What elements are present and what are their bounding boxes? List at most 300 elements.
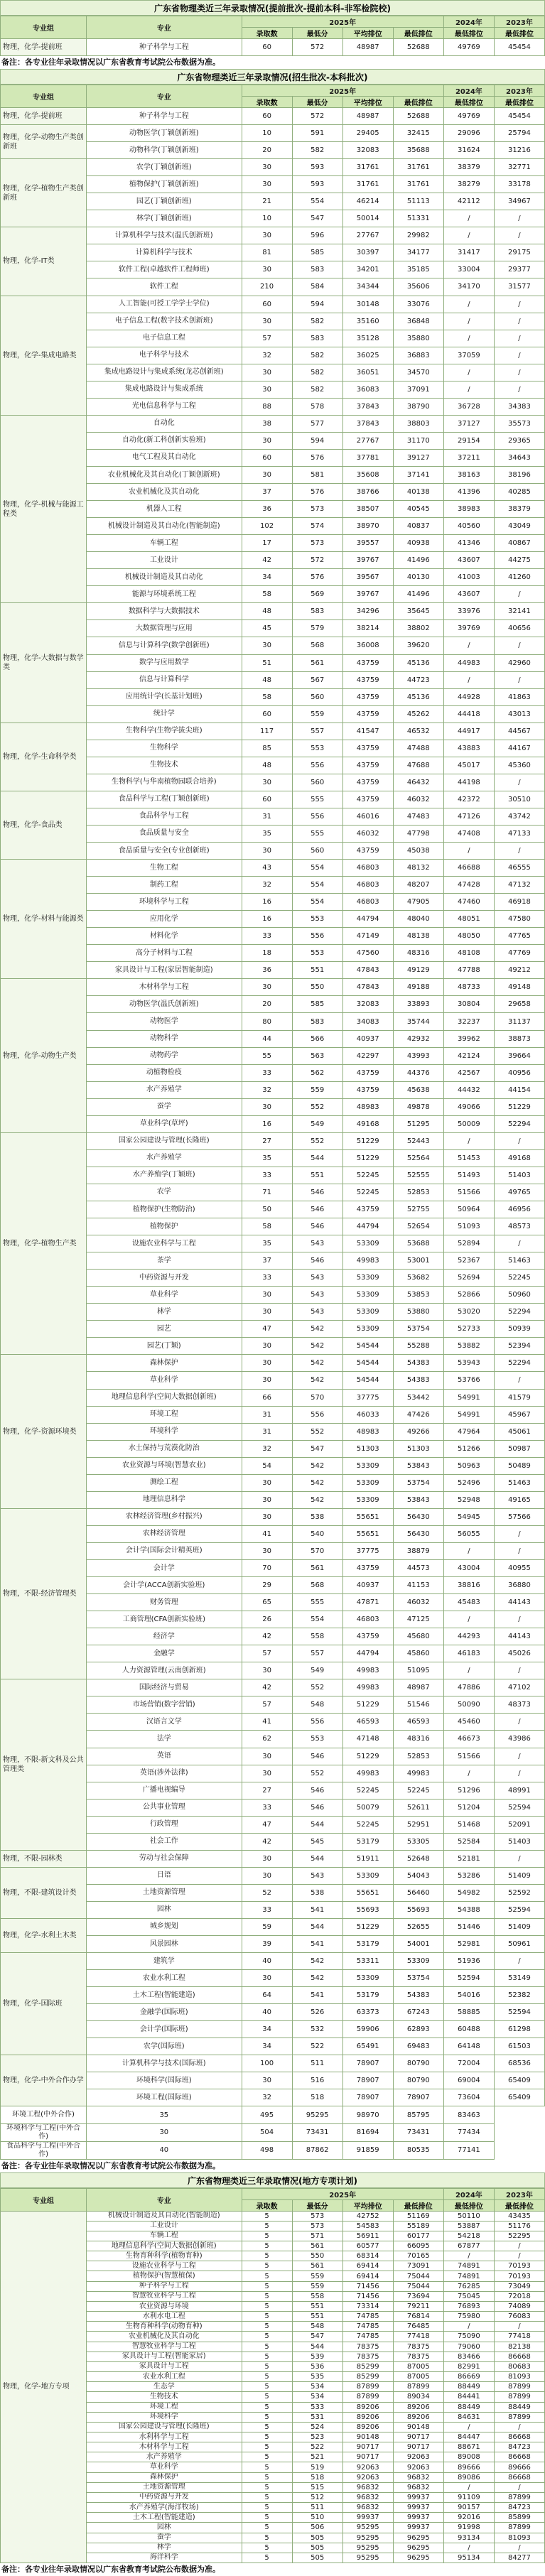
- rank-2024: 50963: [443, 1457, 494, 1474]
- rank-2023: 49165: [494, 1491, 544, 1508]
- plan-count: 33: [242, 1270, 292, 1287]
- plan-count: 65: [242, 1594, 292, 1611]
- plan-count: 30: [242, 1287, 292, 1304]
- min-score: 566: [292, 1030, 342, 1047]
- plan-count: 30: [242, 843, 292, 860]
- table-row: [1, 603, 545, 620]
- min-score: 547: [292, 210, 342, 227]
- rank-2023: 38873: [494, 1030, 544, 1047]
- major-name: 农业机械化及其自动化: [87, 484, 242, 501]
- min-rank: 48207: [393, 877, 443, 894]
- plan-count: 5: [242, 2231, 292, 2241]
- min-score: 505: [292, 2543, 342, 2553]
- rank-2024: 46688: [443, 860, 494, 877]
- header-avg-rank: 平均排位: [342, 28, 393, 39]
- group-name: 物理，化学-动物生产类创新班: [1, 125, 87, 159]
- avg-rank: 47560: [342, 945, 393, 962]
- rank-2023: 49148: [494, 979, 544, 996]
- rank-2024: /: [443, 1132, 494, 1149]
- table-row: [1, 1953, 545, 1970]
- header-2023-min-rank: 最低排位: [494, 28, 544, 39]
- rank-2023: 52294: [494, 1115, 544, 1132]
- min-score: 583: [292, 261, 342, 278]
- plan-count: 33: [242, 1064, 292, 1081]
- min-rank: 56430: [393, 1525, 443, 1542]
- min-score: 538: [292, 1508, 342, 1525]
- rank-2023: 80683: [494, 2361, 544, 2371]
- avg-rank: 71456: [342, 2291, 393, 2301]
- plan-count: 42: [242, 1833, 292, 1850]
- rank-2024: /: [443, 1662, 494, 1679]
- min-score: 542: [292, 1338, 342, 1355]
- rank-2023: /: [494, 586, 544, 603]
- min-score: 533: [292, 2402, 342, 2412]
- plan-count: 5: [242, 2412, 292, 2422]
- min-rank: 96832: [393, 2472, 443, 2482]
- rank-2023: 50987: [494, 1440, 544, 1457]
- min-rank: 40938: [393, 535, 443, 552]
- plan-count: 37: [242, 1252, 292, 1270]
- min-score: 556: [292, 1406, 342, 1423]
- plan-count: 30: [242, 774, 292, 791]
- rank-2023: /: [494, 1765, 544, 1782]
- major-name: 动物医学: [87, 1013, 242, 1030]
- avg-rank: 52245: [342, 1184, 393, 1201]
- min-rank: 35606: [393, 278, 443, 296]
- rank-2024: 48051: [443, 911, 494, 928]
- section-3-note: 备注：各专业往年录取情况以广东省教育考试院公布数据为准。: [1, 2565, 220, 2574]
- rank-2023: /: [494, 671, 544, 688]
- rank-2023: /: [494, 381, 544, 398]
- plan-count: 42: [242, 1679, 292, 1696]
- avg-rank: 99937: [342, 2513, 393, 2523]
- rank-2023: 47132: [494, 877, 544, 894]
- rank-2024: /: [443, 364, 494, 381]
- plan-count: 50: [242, 1201, 292, 1218]
- rank-2023: 29365: [494, 432, 544, 449]
- min-score: 552: [292, 1132, 342, 1149]
- min-score: 519: [292, 2462, 342, 2472]
- rank-2024: 64148: [443, 2038, 494, 2055]
- min-score: 568: [292, 637, 342, 654]
- plan-count: 40: [242, 2004, 292, 2021]
- major-name: 财务管理: [87, 1594, 242, 1611]
- min-rank: 48138: [393, 928, 443, 945]
- rank-2023: 46918: [494, 894, 544, 911]
- rank-2023: 31137: [494, 1013, 544, 1030]
- plan-count: 30: [242, 1491, 292, 1508]
- major-name: 农业机械化及其自动化(丁颖创新班): [87, 466, 242, 483]
- avg-rank: 38214: [342, 620, 393, 637]
- major-name: 草业科学: [87, 2462, 242, 2472]
- rank-2023: 61298: [494, 2021, 544, 2038]
- rank-2024: 53882: [443, 1338, 494, 1355]
- min-score: 512: [292, 2492, 342, 2502]
- plan-count: 5: [242, 2492, 292, 2502]
- min-rank: 45638: [393, 1081, 443, 1098]
- group-name: 物理，不限-新文科及公共管理类: [1, 1679, 87, 1850]
- rank-2023: 40956: [494, 1064, 544, 1081]
- min-rank: 47488: [393, 740, 443, 757]
- avg-rank: 39767: [342, 552, 393, 569]
- avg-rank: 55651: [342, 1884, 393, 1901]
- plan-count: 33: [242, 928, 292, 945]
- min-rank: 99937: [393, 2492, 443, 2502]
- plan-count: 5: [242, 2422, 292, 2432]
- plan-count: 42: [242, 552, 292, 569]
- plan-count: 5: [242, 2241, 292, 2251]
- header-2024: 2024年: [443, 2188, 494, 2199]
- plan-count: 30: [242, 1304, 292, 1321]
- min-score: 523: [292, 2432, 342, 2442]
- min-rank: 60177: [393, 2231, 443, 2241]
- rank-2024: 41346: [443, 535, 494, 552]
- min-score: 546: [292, 1252, 342, 1270]
- rank-2023: /: [494, 843, 544, 860]
- rank-2023: 74089: [494, 2301, 544, 2311]
- plan-count: 5: [242, 2372, 292, 2382]
- plan-count: 59: [242, 1918, 292, 1935]
- table-row: [1, 723, 545, 740]
- plan-count: 54: [242, 1457, 292, 1474]
- rank-2023: 43049: [494, 518, 544, 535]
- min-rank: 47688: [393, 757, 443, 774]
- rank-2024: 89086: [443, 2472, 494, 2482]
- rank-2024: 84441: [443, 2392, 494, 2402]
- avg-rank: 92063: [342, 2472, 393, 2482]
- min-rank: 51113: [393, 193, 443, 210]
- rank-2023: 33178: [494, 176, 544, 193]
- min-rank: 99937: [393, 2503, 443, 2513]
- avg-rank: 51229: [342, 1748, 393, 1765]
- avg-rank: 73314: [342, 2301, 393, 2311]
- table-row: [1, 1867, 545, 1884]
- avg-rank: 78375: [342, 2352, 393, 2361]
- major-name: 工商管理(CFA创新实验班): [87, 1611, 242, 1628]
- major-name: 海洋科学: [87, 2553, 242, 2563]
- plan-count: 5: [242, 2503, 292, 2513]
- min-rank: 73694: [393, 2291, 443, 2301]
- rank-2023: 51409: [494, 1918, 544, 1935]
- avg-rank: 51229: [342, 1149, 393, 1167]
- plan-count: 60: [242, 449, 292, 466]
- min-rank: 52648: [393, 1850, 443, 1867]
- avg-rank: 53179: [342, 1936, 393, 1953]
- avg-rank: 51911: [342, 1850, 393, 1867]
- rank-2023: 36880: [494, 1577, 544, 1594]
- rank-2023: 87899: [494, 2382, 544, 2392]
- rank-2023: 44154: [494, 1081, 544, 1098]
- rank-2023: /: [494, 2543, 544, 2553]
- plan-count: 58: [242, 586, 292, 603]
- rank-2024: /: [443, 330, 494, 347]
- min-rank: 39620: [393, 637, 443, 654]
- major-name: 能源与环境系统工程: [87, 586, 242, 603]
- rank-2023: 39664: [494, 1047, 544, 1064]
- rank-2024: 75045: [443, 2291, 494, 2301]
- rank-2023: /: [494, 1235, 544, 1252]
- header-min-score: 最低分: [292, 2199, 342, 2211]
- major-name: 光电信息科学与工程: [87, 398, 242, 415]
- avg-rank: 95295: [342, 2533, 393, 2543]
- major-name: 中药资源与开发: [87, 2492, 242, 2502]
- plan-count: 32: [242, 2089, 292, 2106]
- header-min-score: 最低分: [292, 28, 342, 39]
- min-score: 515: [292, 2482, 342, 2492]
- rank-2024: 89008: [443, 2452, 494, 2462]
- plan-count: 30: [242, 1970, 292, 1987]
- major-name: 智慧牧业科学与工程: [87, 2291, 242, 2301]
- avg-rank: 55693: [342, 1901, 393, 1918]
- rank-2023: 47102: [494, 1679, 544, 1696]
- rank-2024: 37059: [443, 347, 494, 364]
- min-score: 560: [292, 774, 342, 791]
- group-name: 物理，化学-机械与能源工程类: [1, 415, 87, 603]
- min-rank: 78375: [393, 2352, 443, 2361]
- min-score: 495: [242, 2106, 292, 2123]
- plan-count: 5: [242, 2332, 292, 2342]
- avg-rank: 65491: [342, 2038, 393, 2055]
- major-name: 农学(国际班): [87, 2038, 242, 2055]
- min-rank: 41153: [393, 1577, 443, 1594]
- major-name: 环境科学(国际班): [87, 2072, 242, 2089]
- rank-2023: /: [494, 210, 544, 227]
- rank-2023: 52594: [494, 1901, 544, 1918]
- rank-2024: 42372: [443, 791, 494, 808]
- rank-2024: 38279: [443, 176, 494, 193]
- major-name: 中药资源与开发: [87, 1270, 242, 1287]
- rank-2023: 52592: [494, 1884, 544, 1901]
- rank-2023: /: [494, 1748, 544, 1765]
- rank-2024: /: [443, 1765, 494, 1782]
- table-row: [1, 1918, 545, 1935]
- min-rank: 75044: [393, 2271, 443, 2281]
- rank-2024: 51566: [443, 1184, 494, 1201]
- rank-2024: /: [443, 2251, 494, 2261]
- rank-2024: 54945: [443, 1508, 494, 1525]
- major-name: 土地资源管理: [87, 2482, 242, 2492]
- plan-count: 31: [242, 808, 292, 825]
- rank-2023: 76083: [494, 2312, 544, 2322]
- plan-count: 48: [242, 603, 292, 620]
- rank-2024: 44928: [443, 688, 494, 705]
- min-score: 577: [292, 415, 342, 432]
- min-rank: 62893: [393, 2021, 443, 2038]
- rank-2023: 38196: [494, 466, 544, 483]
- plan-count: 17: [242, 535, 292, 552]
- min-score: 505: [292, 2553, 342, 2563]
- rank-2023: /: [494, 1372, 544, 1389]
- min-score: 549: [292, 1115, 342, 1132]
- group-name: 物理，化学-材料与能源类: [1, 860, 87, 979]
- rank-2024: 51566: [443, 1748, 494, 1765]
- plan-count: 34: [242, 2038, 292, 2055]
- min-score: 573: [292, 535, 342, 552]
- min-rank: 87005: [393, 2372, 443, 2382]
- major-name: 种子科学与工程: [87, 108, 242, 125]
- plan-count: 102: [242, 518, 292, 535]
- rank-2023: 44143: [494, 1628, 544, 1645]
- plan-count: 20: [242, 996, 292, 1013]
- rank-2023: 52245: [494, 1270, 544, 1287]
- avg-rank: 34083: [342, 1013, 393, 1030]
- min-score: 573: [292, 501, 342, 518]
- rank-2024: 51204: [443, 1799, 494, 1816]
- min-score: 582: [292, 347, 342, 364]
- header-2023: 2023年: [494, 85, 544, 97]
- major-name: 经济学: [87, 1628, 242, 1645]
- avg-rank: 37843: [342, 398, 393, 415]
- min-score: 544: [292, 1850, 342, 1867]
- plan-count: 60: [242, 108, 292, 125]
- header-2023-min-rank: 最低排位: [494, 97, 544, 108]
- avg-rank: 53311: [342, 1953, 393, 1970]
- group-name: 物理，化学-植物生产类创新班: [1, 159, 87, 227]
- avg-rank: 47148: [342, 1731, 393, 1748]
- header-group: 专业组: [1, 2188, 87, 2211]
- table-row: [1, 125, 545, 142]
- rank-2023: 85899: [494, 2513, 544, 2523]
- avg-rank: 43759: [342, 1628, 393, 1645]
- major-name: 环境工程: [87, 1406, 242, 1423]
- major-name: 林学: [87, 1304, 242, 1321]
- rank-2024: 52367: [443, 1252, 494, 1270]
- rank-2023: 52594: [494, 2004, 544, 2021]
- header-major: 专业: [87, 85, 242, 108]
- major-name: 集成电路设计与集成系统(龙芯创新班): [87, 364, 242, 381]
- min-rank: 34570: [393, 364, 443, 381]
- min-rank: 46032: [393, 1594, 443, 1611]
- rank-2023: /: [494, 1850, 544, 1867]
- major-name: 英语: [87, 1748, 242, 1765]
- major-name: 家具设计与工程: [87, 2361, 242, 2371]
- avg-rank: 43759: [342, 671, 393, 688]
- min-rank: 47125: [393, 1611, 443, 1628]
- rank-2023: 32771: [494, 159, 544, 176]
- rank-2023: /: [494, 1953, 544, 1970]
- header-plan: 录取数: [242, 28, 292, 39]
- plan-count: 5: [242, 2271, 292, 2281]
- min-rank: 40138: [393, 484, 443, 501]
- major-name: 材料化学: [87, 928, 242, 945]
- rank-2024: 34170: [443, 278, 494, 296]
- major-name: 农业水利工程: [87, 1970, 242, 1987]
- avg-rank: 63373: [342, 2004, 393, 2021]
- rank-2023: /: [494, 347, 544, 364]
- min-rank: 52611: [393, 1799, 443, 1816]
- rank-2024: 47788: [443, 962, 494, 979]
- plan-count: 30: [242, 227, 292, 244]
- rank-2024: 53286: [443, 1867, 494, 1884]
- rank-2023: 84723: [494, 2503, 544, 2513]
- rank-2023: 87899: [494, 2523, 544, 2533]
- group-name: 物理，化学-提前班: [1, 39, 87, 56]
- avg-rank: 43759: [342, 843, 393, 860]
- section-1-table: [0, 16, 545, 56]
- table-row: [1, 159, 545, 176]
- major-name: 生物科学(与华南植物园联合培养): [87, 774, 242, 791]
- plan-count: 39: [242, 1936, 292, 1953]
- rank-2024: /: [443, 1611, 494, 1628]
- rank-2023: 43013: [494, 705, 544, 723]
- rank-2023: 46555: [494, 860, 544, 877]
- major-name: 植物保护: [87, 1218, 242, 1235]
- plan-count: 33: [242, 1167, 292, 1184]
- avg-rank: 55651: [342, 1525, 393, 1542]
- avg-rank: 71456: [342, 2281, 393, 2291]
- avg-rank: 38507: [342, 501, 393, 518]
- rank-2023: 52394: [494, 1338, 544, 1355]
- plan-count: 33: [242, 1901, 292, 1918]
- rank-2024: 90157: [443, 2503, 494, 2513]
- rank-2024: 75980: [443, 2312, 494, 2322]
- rank-2024: 51266: [443, 1440, 494, 1457]
- avg-rank: 31761: [342, 159, 393, 176]
- min-score: 593: [292, 176, 342, 193]
- min-rank: 55693: [393, 1901, 443, 1918]
- avg-rank: 49168: [342, 1115, 393, 1132]
- min-score: 546: [292, 1184, 342, 1201]
- min-rank: 51169: [393, 2211, 443, 2221]
- plan-count: 31: [242, 1423, 292, 1440]
- rank-2023: 83463: [443, 2106, 494, 2123]
- min-score: 550: [292, 979, 342, 996]
- min-score: 568: [292, 1577, 342, 1594]
- min-rank: 53843: [393, 1457, 443, 1474]
- plan-count: 34: [242, 569, 292, 586]
- plan-count: 42: [242, 1628, 292, 1645]
- min-rank: 49266: [393, 1423, 443, 1440]
- rank-2023: 49168: [494, 1149, 544, 1167]
- min-score: 559: [292, 2281, 342, 2291]
- header-2025: 2025年: [242, 85, 443, 97]
- rank-2023: /: [494, 2482, 544, 2492]
- min-score: 585: [292, 996, 342, 1013]
- plan-count: 26: [242, 1611, 292, 1628]
- rank-2023: 43986: [494, 1731, 544, 1748]
- min-score: 552: [292, 1423, 342, 1440]
- min-score: 560: [292, 688, 342, 705]
- major-name: 信息与计算科学(数学创新班): [87, 637, 242, 654]
- avg-rank: 36083: [342, 381, 393, 398]
- plan-count: 5: [242, 2301, 292, 2311]
- plan-count: 62: [242, 1731, 292, 1748]
- rank-2023: 45061: [494, 1423, 544, 1440]
- min-score: 544: [292, 1816, 342, 1833]
- major-name: 环境科学与工程: [87, 894, 242, 911]
- rank-2023: 47765: [494, 928, 544, 945]
- min-score: 572: [292, 108, 342, 125]
- major-name: 森林保护: [87, 1355, 242, 1372]
- rank-2024: 38816: [443, 1577, 494, 1594]
- min-rank: 52443: [393, 1132, 443, 1149]
- rank-2023: 43742: [494, 808, 544, 825]
- rank-2024: 47428: [443, 877, 494, 894]
- major-name: 广播电视编导: [87, 1782, 242, 1799]
- min-rank: 36883: [393, 347, 443, 364]
- avg-rank: 96832: [342, 2503, 393, 2513]
- rank-2023: /: [494, 2422, 544, 2432]
- header-2024-min-rank: 最低排位: [443, 97, 494, 108]
- major-name: 种子科学与工程: [87, 2281, 242, 2291]
- major-name: 生物育种科学(植物育种): [87, 2251, 242, 2261]
- major-name: 集成电路设计与集成系统: [87, 381, 242, 398]
- rank-2023: 87899: [494, 2412, 544, 2422]
- rank-2024: 49769: [443, 39, 494, 56]
- min-rank: 45262: [393, 705, 443, 723]
- avg-rank: 96832: [342, 2492, 393, 2502]
- table-row: [1, 296, 545, 313]
